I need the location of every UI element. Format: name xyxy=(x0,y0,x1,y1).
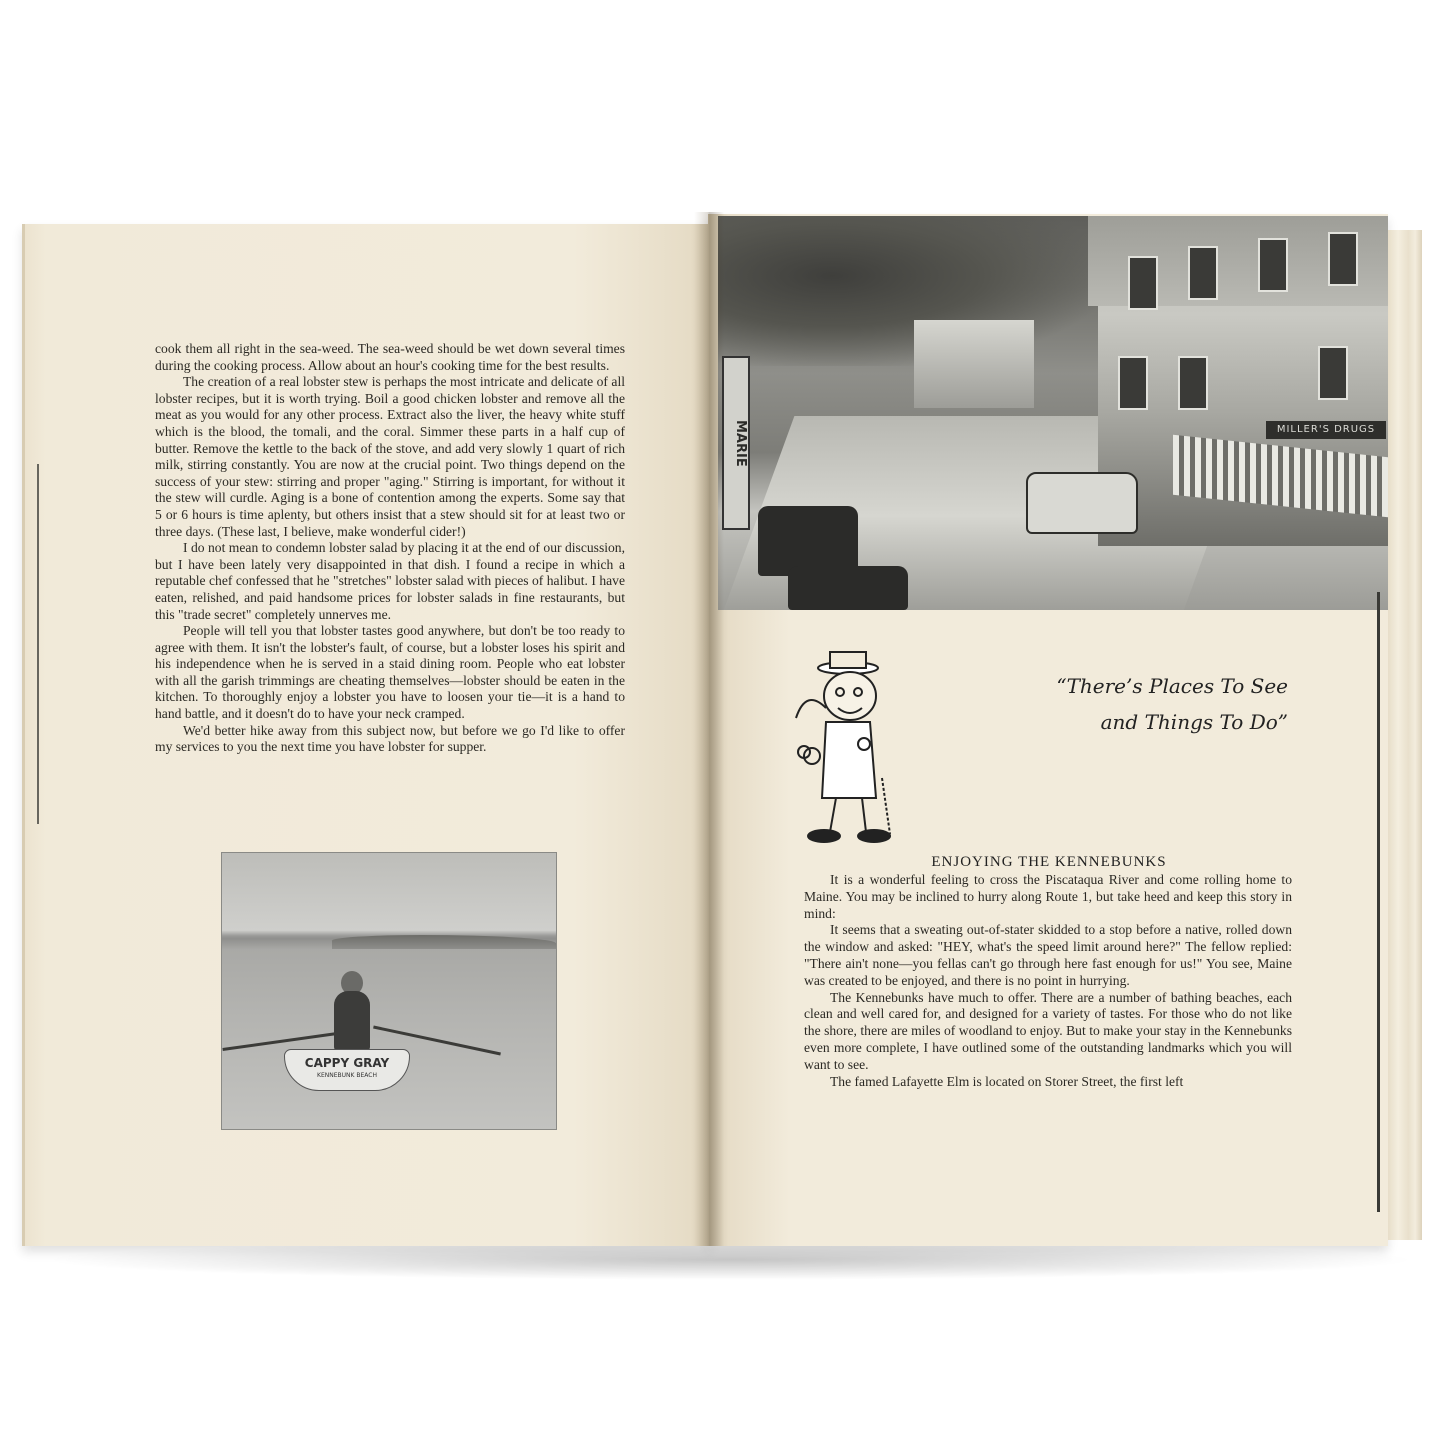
street-photo xyxy=(718,216,1388,610)
window xyxy=(1328,232,1358,286)
page-edge-mark xyxy=(37,464,39,824)
vertical-sign: MARIE xyxy=(722,356,750,530)
quote-line: “There’s Places To See xyxy=(1056,674,1288,698)
oar xyxy=(222,1030,351,1051)
right-page xyxy=(708,214,1388,1246)
window xyxy=(1188,246,1218,300)
station-wagon xyxy=(1026,472,1138,534)
paragraph: People will tell you that lobster tastes good anywhere, but don't be too ready to agree with them. It isn't the lobster's fault, of course, but a lobster loses his spirit and his independence when he is served in a staid dining room. People who eat lobster with all the garish trimmings are cheating themselves—lobster should be eaten in the kitchen. To thoroughly enjoy a lobster you have to loosen your tie—it is a hand to hand battle, and it doesn't do to have your neck cramped. xyxy=(155,623,625,722)
section-quote xyxy=(988,668,1288,740)
page-stack-edge xyxy=(1388,230,1422,1240)
window xyxy=(1118,356,1148,410)
parked-car xyxy=(788,566,908,610)
cartoon-gentleman-illustration xyxy=(786,648,916,848)
paragraph: I do not mean to condemn lobster salad by placing it at the end of our discussion, but I have been lately very disappointed in that dish. I found a recipe in which a reputable chef confessed that he "stretches" lobster salad with pieces of halibut. I have eaten, relished, and paid handsome prices for lobster salads in fine restaurants, but this "trade secret" completely unnerves me. xyxy=(155,540,625,622)
rowboat-photo xyxy=(221,852,557,1130)
store-sign: MILLER'S DRUGS xyxy=(1266,421,1386,439)
shoreline xyxy=(332,935,556,949)
paragraph: The famed Lafayette Elm is located on Storer Street, the first left xyxy=(830,1073,1184,1089)
boat-subtitle: KENNEBUNK BEACH xyxy=(317,1072,377,1079)
window xyxy=(1318,346,1348,400)
trees xyxy=(718,216,1098,366)
rowboat xyxy=(284,1049,410,1091)
quote-line: and Things To Do” xyxy=(1100,710,1288,734)
paragraph: It seems that a sweating out-of-stater skidded to a stop before a native, rolled down the window and asked: "HEY, what's the speed limit around here?" The fellow replied: "There ain't none—you fellas can't go through here fast enough for us!" You see, Maine was created to be enjoyed, and there is no point in hurrying. xyxy=(804,922,1292,988)
open-book xyxy=(22,212,1422,1252)
window xyxy=(1258,238,1288,292)
paragraph: The Kennebunks have much to offer. There are a number of bathing beaches, each clean and well cared for, and designed for a variety of tastes. For those who do not like the shore, there are miles of woodland to enjoy. But to make your stay in the Kennebunks even more complete, I have outlined some of the outstanding landmarks which you will want to see. xyxy=(804,989,1292,1072)
right-page-text xyxy=(804,872,1292,1090)
left-page xyxy=(22,224,711,1246)
distant-building xyxy=(914,320,1034,408)
paragraph: The creation of a real lobster stew is perhaps the most intricate and delicate of all lobster recipes, but it is worth trying. Boil a good chicken lobster and remove all the meat as you would for any other process. Extract also the liver, the heavy white stuff which is the blood, the tomali, and the coral. Simmer these parts in a half cup of butter. Remove the kettle to the back of the stove, and add very slowly 1 quart of rich milk, stirring constantly. You are now at the crucial point. Two things depend on the success of your stew: stirring and proper "aging." Stirring is important, for without it the stew will curdle. Aging is a bone of contention among the experts. Some say that 5 or 6 hours is time aplenty, but others insist that a stew should sit for at least two or three days. (These last, I believe, make wonderful cider!) xyxy=(155,374,625,539)
section-title: ENJOYING THE KENNEBUNKS xyxy=(931,854,1167,870)
paragraph: cook them all right in the sea-weed. The sea-weed should be wet down several times during the cooking process. Allow about an hour's cooking time for the best results. xyxy=(155,341,625,373)
boat-name: CAPPY GRAY xyxy=(304,1056,390,1070)
paragraph: It is a wonderful feeling to cross the Piscataqua River and come rolling home to Maine. You may be inclined to hurry along Route 1, but take heed and keep this story in mind: xyxy=(804,872,1292,921)
rower xyxy=(334,991,370,1051)
book-gutter xyxy=(694,212,724,1246)
window xyxy=(1128,256,1158,310)
window xyxy=(1178,356,1208,410)
page-edge-line xyxy=(1377,592,1380,1212)
left-page-text xyxy=(155,341,625,756)
paragraph: We'd better hike away from this subject now, but before we go I'd like to offer my services to you the next time you have lobster for supper. xyxy=(155,722,625,755)
